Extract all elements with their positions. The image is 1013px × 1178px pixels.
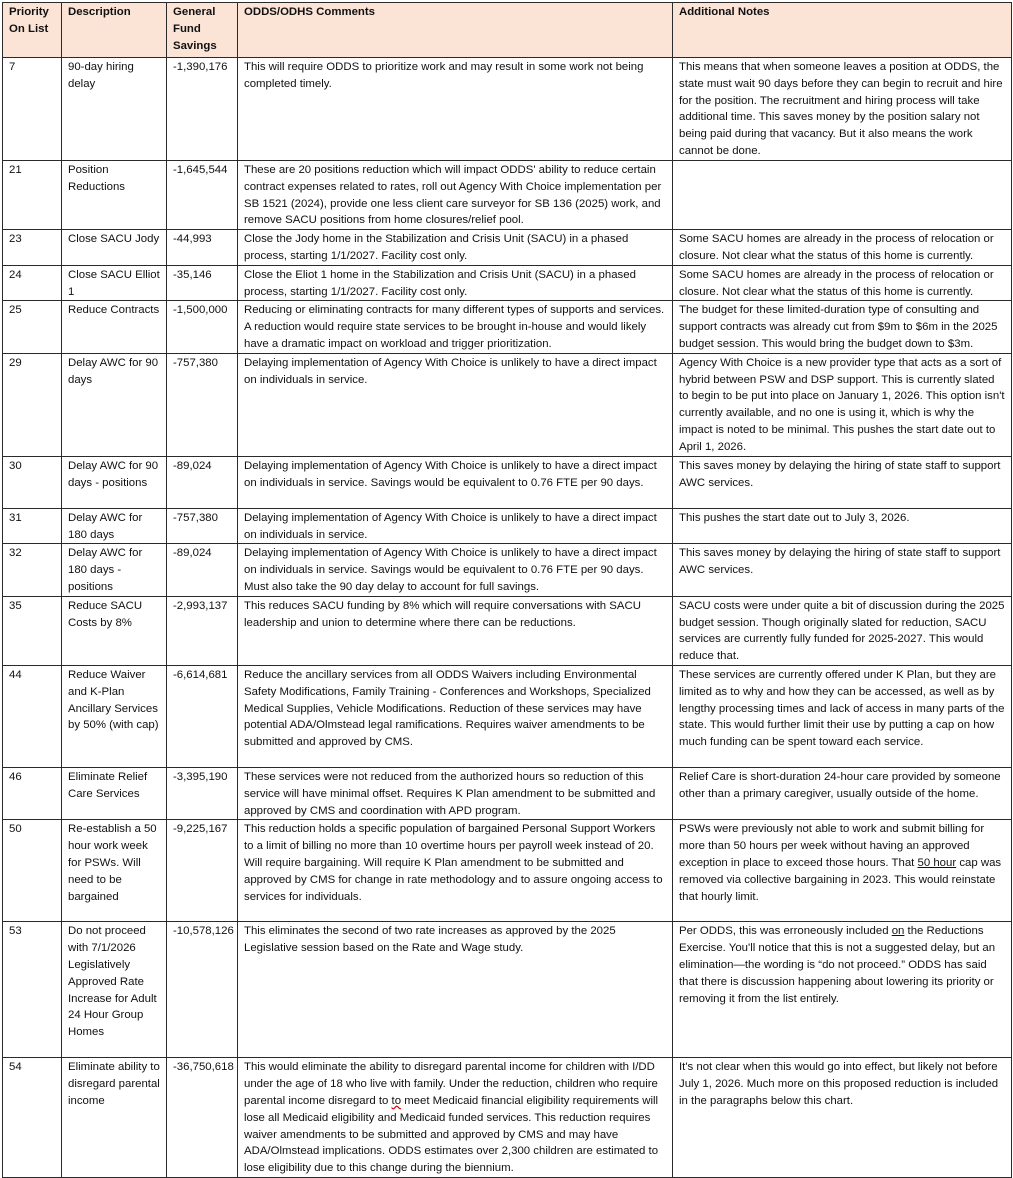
table-row <box>3 301 1012 353</box>
description-cell: Eliminate Relief Care Services <box>62 767 167 819</box>
header-priority: Priority On List <box>3 3 62 58</box>
savings-cell: -3,395,190 <box>167 767 238 819</box>
priority-cell: 7 <box>3 58 62 161</box>
table-row <box>3 665 1012 767</box>
savings-cell: -44,993 <box>167 230 238 266</box>
savings-cell: -35,146 <box>167 265 238 301</box>
notes-cell: This saves money by delaying the hiring of state staff to support AWC services. <box>673 544 1012 596</box>
notes-text: PSWs were previously not able to work and submit billing for more than 50 hours per week without having an approved exception in place to exceed those hours. That <box>679 823 985 869</box>
description-cell: Reduce Waiver and K-Plan Ancillary Services by 50% (with cap) <box>62 665 167 767</box>
description-cell: Position Reductions <box>62 161 167 230</box>
priority-cell: 29 <box>3 353 62 456</box>
table-row <box>3 353 1012 456</box>
reductions-table <box>2 2 1012 1178</box>
table-row <box>3 596 1012 665</box>
comments-text: This would eliminate the ability to disregard parental income for children with I/DD under the age of 18 who live with family. Under the reduction, children who require parental income disregard to <box>244 1061 658 1107</box>
description-cell: Re-establish a 50 hour work week for PSWs. Will need to be bargained <box>62 820 167 922</box>
priority-cell: 25 <box>3 301 62 353</box>
priority-cell: 50 <box>3 820 62 922</box>
priority-cell: 24 <box>3 265 62 301</box>
priority-cell: 21 <box>3 161 62 230</box>
notes-cell: Some SACU homes are already in the process of relocation or closure. Not clear what the status of this home is currently. <box>673 230 1012 266</box>
header-savings: General Fund Savings <box>167 3 238 58</box>
header-row <box>3 3 1012 58</box>
table-row <box>3 922 1012 1058</box>
notes-cell: SACU costs were under quite a bit of discussion during the 2025 budget session. Though originally slated for reduction, SACU services are currently fully funded for 2025-2027. This would reduce that. <box>673 596 1012 665</box>
savings-cell: -36,750,618 <box>167 1058 238 1178</box>
notes-cell: It's not clear when this would go into effect, but likely not before July 1, 2026. Much more on this proposed reduction is included in the paragraphs below this chart. <box>673 1058 1012 1178</box>
description-cell: 90-day hiring delay <box>62 58 167 161</box>
notes-cell: These services are currently offered under K Plan, but they are limited as to why and how they can be accessed, as well as by lengthy processing times and lack of access in many parts of the state. This would further limit their use by putting a cap on how much funding can be spent toward each service. <box>673 665 1012 767</box>
comments-cell: This reduction holds a specific population of bargained Personal Support Workers to a limit of billing no more than 10 overtime hours per payroll week instead of 20. Will require bargaining. Will require K Plan amendment to be submitted and approved by CMS for change in rate methodology and to assure ongoing access to services for individuals. <box>238 820 673 922</box>
comments-cell: This eliminates the second of two rate increases as approved by the 2025 Legislative session based on the Rate and Wage study. <box>238 922 673 1058</box>
savings-cell: -6,614,681 <box>167 665 238 767</box>
comments-cell: Delaying implementation of Agency With Choice is unlikely to have a direct impact on individuals in service. Savings would be equivalent to 0.76 FTE per 90 days. Must also take the 90 day delay to account for full savings. <box>238 544 673 596</box>
comments-cell: Delaying implementation of Agency With Choice is unlikely to have a direct impact on individuals in service. Savings would be equivalent to 0.76 FTE per 90 days. <box>238 456 673 508</box>
table-row <box>3 230 1012 266</box>
savings-cell: -757,380 <box>167 353 238 456</box>
notes-cell: This means that when someone leaves a position at ODDS, the state must wait 90 days before they can begin to recruit and hire for the position. The recruitment and hiring process will take additional time. This saves money by the position salary not being paid during that vacancy. But it also means the work cannot be done. <box>673 58 1012 161</box>
notes-cell <box>673 161 1012 230</box>
priority-cell: 31 <box>3 508 62 544</box>
notes-cell: Agency With Choice is a new provider type that acts as a sort of hybrid between PSW and DSP support. This is currently slated to begin to be put into place on January 1, 2026. This option isn't currently available, and no one is using it, which is why the impact is noted to be minimal. This pushes the start date out to April 1, 2026. <box>673 353 1012 456</box>
priority-cell: 23 <box>3 230 62 266</box>
underlined-text: on <box>891 925 905 938</box>
comments-cell: Close the Jody home in the Stabilization and Crisis Unit (SACU) in a phased process, starting 1/1/2027. Facility cost only. <box>238 230 673 266</box>
description-cell: Reduce SACU Costs by 8% <box>62 596 167 665</box>
savings-cell: -89,024 <box>167 456 238 508</box>
priority-cell: 53 <box>3 922 62 1058</box>
description-cell: Delay AWC for 90 days - positions <box>62 456 167 508</box>
header-comments: ODDS/ODHS Comments <box>238 3 673 58</box>
priority-cell: 35 <box>3 596 62 665</box>
savings-cell: -9,225,167 <box>167 820 238 922</box>
comments-text: meet Medicaid financial eligibility requirements will lose all Medicaid eligibility and Medicaid funded services. This reduction requires waiver amendments to be submitted and approved by CMS and may have ADA/Olmstead implications. ODDS estimates over 2,300 children are estimated to lose eligibility due to this change during the biennium. <box>244 1094 659 1175</box>
savings-cell: -1,500,000 <box>167 301 238 353</box>
comments-cell <box>238 1058 673 1178</box>
header-notes: Additional Notes <box>673 3 1012 58</box>
priority-cell: 32 <box>3 544 62 596</box>
description-cell: Delay AWC for 180 days - positions <box>62 544 167 596</box>
table-row <box>3 1058 1012 1178</box>
description-cell: Eliminate ability to disregard parental income <box>62 1058 167 1178</box>
comments-cell: Reduce the ancillary services from all ODDS Waivers including Environmental Safety Modifications, Family Training - Conferences and Workshops, Specialized Medical Supplies, Vehicle Modifications. Reduction of these services may have potential ADA/Olmstead legal ramifications. Requires waiver amendments to be submitted and approved by CMS. <box>238 665 673 767</box>
notes-cell: This saves money by delaying the hiring of state staff to support AWC services. <box>673 456 1012 508</box>
notes-cell: Relief Care is short-duration 24-hour care provided by someone other than a primary caregiver, usually outside of the home. <box>673 767 1012 819</box>
notes-text: Per ODDS, this was erroneously included <box>679 925 892 938</box>
savings-cell: -757,380 <box>167 508 238 544</box>
table-row <box>3 265 1012 301</box>
table-row <box>3 767 1012 819</box>
savings-cell: -2,993,137 <box>167 596 238 665</box>
savings-cell: -1,645,544 <box>167 161 238 230</box>
comments-cell: This reduces SACU funding by 8% which will require conversations with SACU leadership and union to determine where there can be reductions. <box>238 596 673 665</box>
underlined-text: 50 hour <box>917 856 957 869</box>
description-cell: Reduce Contracts <box>62 301 167 353</box>
comments-cell: Delaying implementation of Agency With Choice is unlikely to have a direct impact on individuals in service. <box>238 508 673 544</box>
header-description: Description <box>62 3 167 58</box>
priority-cell: 30 <box>3 456 62 508</box>
notes-cell: This pushes the start date out to July 3, 2026. <box>673 508 1012 544</box>
description-cell: Close SACU Elliot 1 <box>62 265 167 301</box>
notes-text: cap was removed via collective bargaining in 2023. This would reinstate that hourly limit. <box>679 856 1002 903</box>
comments-cell: These are 20 positions reduction which will impact ODDS' ability to reduce certain contract expenses related to rates, roll out Agency With Choice implementation per SB 1521 (2024), provide one less client care surveyor for SB 136 (2025) work, and remove SACU positions from home closures/relief pool. <box>238 161 673 230</box>
table-row <box>3 544 1012 596</box>
table-row <box>3 508 1012 544</box>
notes-cell: Some SACU homes are already in the process of relocation or closure. Not clear what the status of this home is currently. <box>673 265 1012 301</box>
priority-cell: 46 <box>3 767 62 819</box>
description-cell: Delay AWC for 90 days <box>62 353 167 456</box>
comments-cell: Close the Eliot 1 home in the Stabilization and Crisis Unit (SACU) in a phased process, starting 1/1/2027. Facility cost only. <box>238 265 673 301</box>
table-row <box>3 456 1012 508</box>
notes-cell <box>673 820 1012 922</box>
notes-cell: The budget for these limited-duration type of consulting and support contracts was already cut from $9m to $6m in the 2025 budget session. This would bring the budget down to $3m. <box>673 301 1012 353</box>
comments-cell: Reducing or eliminating contracts for many different types of supports and services. A reduction would require state services to be brought in-house and would likely have a dramatic impact on workload and trigger prioritization. <box>238 301 673 353</box>
notes-text: the Reductions Exercise. You'll notice that this is not a suggested delay, but an elimination—the wording is “do not proceed.” ODDS has said that there is discussion happening about lowering its priority or removing it from the list entirely. <box>679 925 996 1005</box>
savings-cell: -1,390,176 <box>167 58 238 161</box>
table-row <box>3 58 1012 161</box>
description-cell: Do not proceed with 7/1/2026 Legislatively Approved Rate Increase for Adult 24 Hour Group Homes <box>62 922 167 1058</box>
priority-cell: 44 <box>3 665 62 767</box>
comments-cell: Delaying implementation of Agency With Choice is unlikely to have a direct impact on individuals in service. <box>238 353 673 456</box>
table-row <box>3 820 1012 922</box>
savings-cell: -89,024 <box>167 544 238 596</box>
description-cell: Close SACU Jody <box>62 230 167 266</box>
table-row <box>3 161 1012 230</box>
spellcheck-flagged-text: to <box>391 1094 402 1107</box>
notes-cell <box>673 922 1012 1058</box>
comments-cell: This will require ODDS to prioritize work and may result in some work not being completed timely. <box>238 58 673 161</box>
savings-cell: -10,578,126 <box>167 922 238 1058</box>
comments-cell: These services were not reduced from the authorized hours so reduction of this service will have minimal offset. Requires K Plan amendment to be submitted and approved by CMS and coordination with APD program. <box>238 767 673 819</box>
description-cell: Delay AWC for 180 days <box>62 508 167 544</box>
priority-cell: 54 <box>3 1058 62 1178</box>
